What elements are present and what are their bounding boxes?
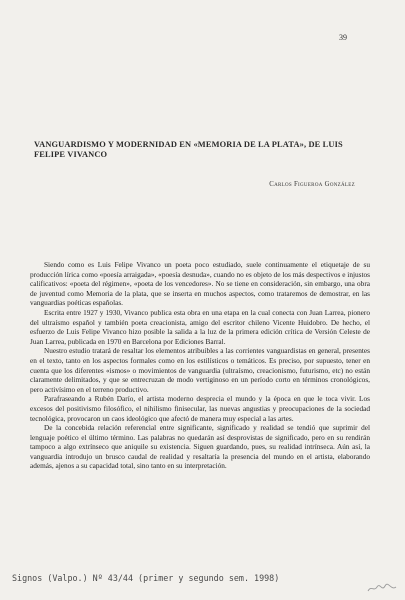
journal-citation: Signos (Valpo.) Nº 43/44 (primer y segundo sem. 1998) (12, 573, 280, 583)
body-paragraph: Nuestro estudio tratará de resaltar los elementos atribuibles a las corrientes vanguardistas en general, presentes en el texto, tanto en los aspectos formales como en los estilísticos o temáticos. Es preciso, por supuesto, tener en cuenta que los diferentes «ismos» o movimientos de vanguardia (ultraísmo, creacionismo, futurismo, etc) no están claramente delimitados, y que se entrecruzan de modo vertiginoso en un período corto en términos cronológicos, pero activísimo en el terreno productivo. (30, 346, 370, 394)
author-name: Carlos Figueroa González (269, 181, 355, 188)
body-paragraph: Escrita entre 1927 y 1930, Vivanco publica esta obra en una etapa en la cual conecta con Juan Larrea, pionero del ultraísmo español y también poeta creacionista, amigo del escritor chileno Vicente Huidobro. De hecho, el esfuerzo de Luis Felipe Vivanco hizo posible la salida a la luz de la primera edición crítica de Versión Celeste de Juan Larrea, publicada en 1970 en Barcelona por Ediciones Barral. (30, 307, 370, 346)
body-paragraph: De la concebida relación referencial entre significante, significado y realidad se tendió que suprimir del lenguaje poético el último término. Las palabras no quedarán así desprovistas de significado, pero en su rendirán tampoco a algo extrínseco que aniquile su existencia. Siguen guardando, pues, su realidad intrínseca. Aún así, la vanguardia introdujo un brusco caudal de realidad y resaltaría la presencia del mundo en el artista, elaborando además, ajenos a su capacidad total, sino tanto en su interpretación. (30, 423, 370, 471)
article-body (30, 260, 370, 471)
handwritten-mark (367, 583, 397, 594)
body-paragraph: Parafraseando a Rubén Darío, el artista moderno desprecia el mundo y la época en que le toca vivir. Los excesos del positivismo filosófico, el nihilismo finisecular, las nuevas angustias y preocupaciones de la sociedad tecnológica, provocaron un caos ideológico que afectó de manera muy especial a las artes. (30, 394, 370, 423)
article-title: VANGUARDISMO Y MODERNIDAD EN «MEMORIA DE LA PLATA», DE LUIS FELIPE VIVANCO (34, 140, 343, 159)
page-number: 39 (339, 33, 347, 42)
body-paragraph: Siendo como es Luis Felipe Vivanco un poeta poco estudiado, suele continuamente el etiquetaje de su producción lírica como «poesía arraigada», «poesía desnuda», cuando no es objeto de los más despectivos e injustos calificativos: «poeta del régimen», «poeta de los vencedores». No se tiene en consideración, sin embargo, una obra de juventud como Memoria de la plata, que se inserta en muchos aspectos, como trataremos de demostrar, en las vanguardias poéticas españolas. (30, 260, 370, 308)
